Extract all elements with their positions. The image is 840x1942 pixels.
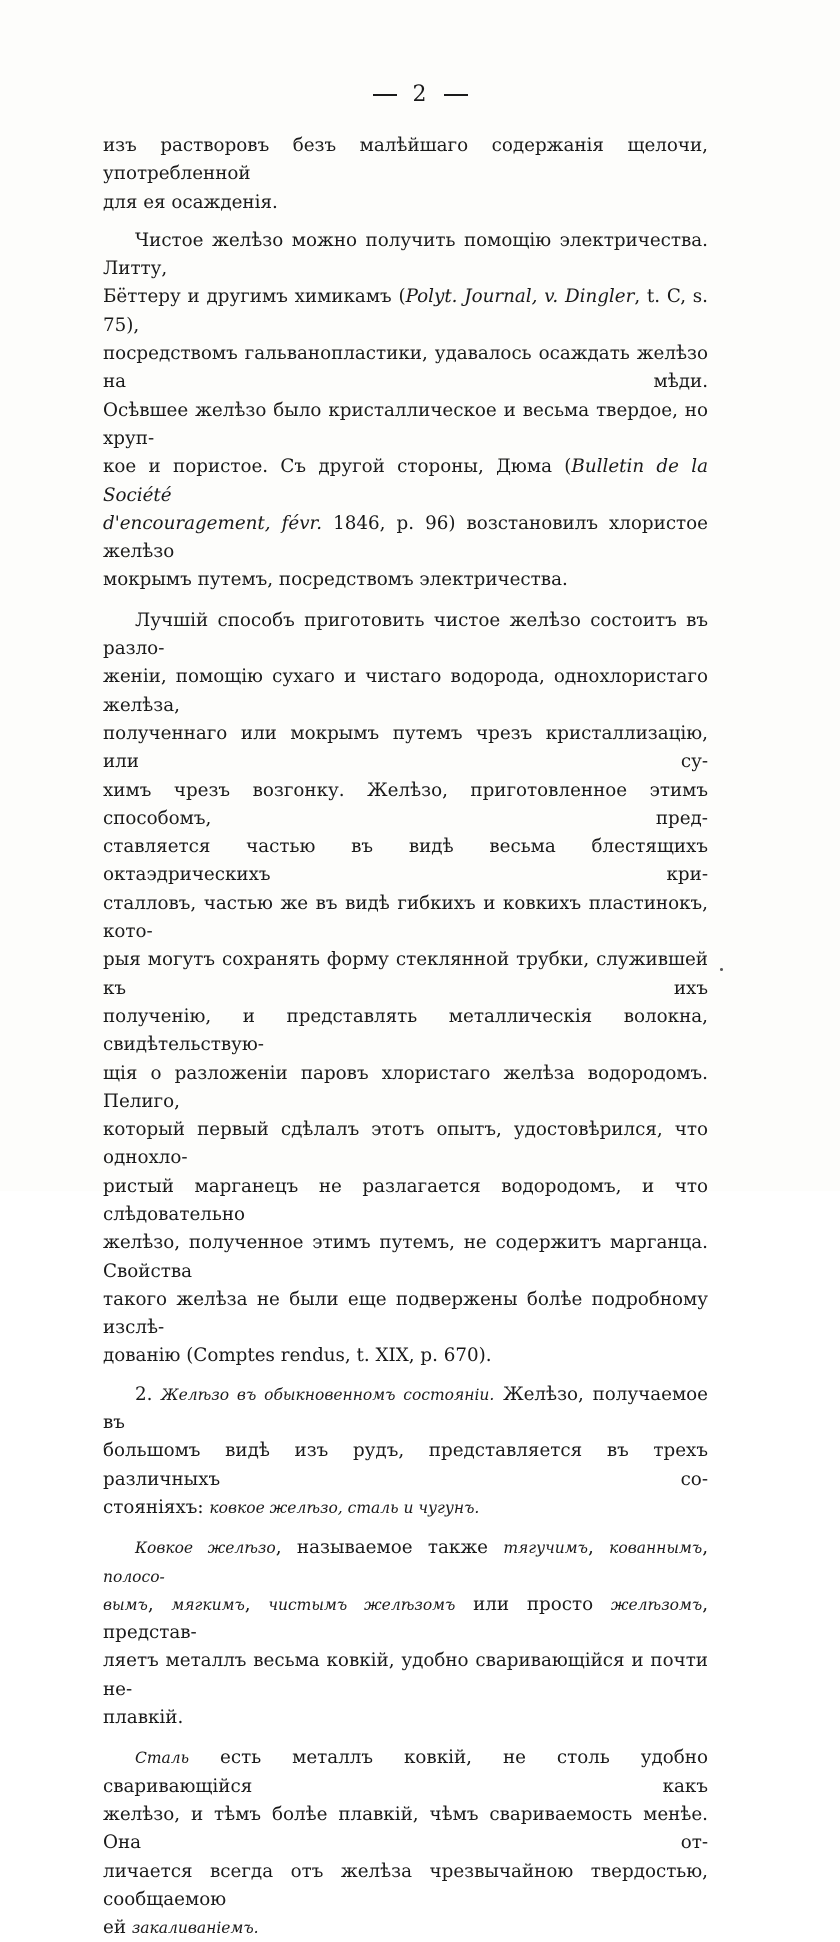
paragraph-continuation <box>103 132 708 217</box>
text-line: d'encouragement, févr. 1846, p. 96) возстановилъ хлористое желѣзо <box>103 512 708 563</box>
text-line: для ея осажденія. <box>103 191 278 213</box>
citation-bulletin-cont: d'encouragement, févr. <box>103 512 323 534</box>
text-line: дованію (Comptes rendus, t. XIX, p. 670). <box>103 1345 492 1367</box>
paragraph-best-method <box>103 607 708 1371</box>
iron-kinds: ковкое желѣзо, сталь и чугунъ. <box>209 1498 480 1517</box>
paragraph-electrolysis <box>103 227 708 595</box>
paragraph-steel <box>103 1744 708 1942</box>
paragraph-ordinary-iron <box>103 1381 708 1522</box>
text-line: ставляется частью въ видѣ весьма блестящихъ октаэдрическихъ кри- <box>103 836 708 886</box>
text-line: желѣзо, и тѣмъ болѣе плавкій, чѣмъ свариваемость менѣе. Она от- <box>103 1803 708 1854</box>
text-line: посредствомъ гальванопластики, удавалось осаждать желѣзо на мѣди. <box>103 343 708 393</box>
text-line: ей закаливаніемъ. <box>103 1917 259 1939</box>
text-line: Осѣвшее желѣзо было кристаллическое и весьма твердое, но хруп- <box>103 399 708 449</box>
text-line: щія о разложеніи паровъ хлористаго желѣза водородомъ. Пелиго, <box>103 1062 708 1112</box>
text-line: Чистое желѣзо можно получить помощію электричества. Литту, <box>103 229 708 280</box>
text-line: сталловъ, частью же въ видѣ гибкихъ и ковкихъ пластинокъ, кото- <box>103 892 708 943</box>
text-line: Сталь есть металлъ ковкій, не столь удобно сваривающійся какъ <box>103 1747 708 1797</box>
text-line: женіи, помощію сухаго и чистаго водорода, однохлористаго желѣза, <box>103 666 708 716</box>
text-line: полученнаго или мокрымъ путемъ чрезъ кристаллизацію, или су- <box>103 722 708 773</box>
text-line: такого желѣза не были еще подвержены болѣе подробному изслѣ- <box>103 1288 708 1339</box>
text-line: который первый сдѣлалъ этотъ опытъ, удостовѣрился, что однохло- <box>103 1119 708 1169</box>
citation-dingler: Polyt. Journal, v. Dingler <box>405 286 635 308</box>
text-line: Ковкое желѣзо, называемое также тягучимъ, кованнымъ, полосо- <box>103 1537 708 1586</box>
text-line: 2. Желѣзо въ обыкновенномъ состояніи. Желѣзо, получаемое въ <box>103 1383 708 1434</box>
term-wrought-iron: Ковкое желѣзо <box>135 1539 276 1558</box>
text-line: личается всегда отъ желѣза чрезвычайною твердостью, сообщаемою <box>103 1860 708 1910</box>
header-dash-left <box>373 94 397 96</box>
text-line: желѣзо, полученное этимъ путемъ, не содержитъ марганца. Свойства <box>103 1232 708 1282</box>
text-line: изъ растворовъ безъ малѣйшаго содержанія щелочи, употребленной <box>103 135 708 185</box>
page-number: 2 <box>412 82 428 107</box>
text-line: кое и пористое. Съ другой стороны, Дюма (Bulletin de la Société <box>103 456 708 506</box>
section-heading: Желѣзо въ обыкновенномъ состояніи. <box>161 1385 495 1404</box>
term-quenching: закаливаніемъ. <box>131 1919 259 1938</box>
citation-bulletin: Bulletin de la Société <box>103 456 708 506</box>
text-line: рыя могутъ сохранять форму стеклянной трубки, служившей къ ихъ <box>103 949 708 999</box>
text-line: полученію, и представлять металлическія волокна, свидѣтельствую- <box>103 1005 708 1056</box>
text-line: вымъ, мягкимъ, чистымъ желѣзомъ или просто желѣзомъ, представ- <box>103 1593 709 1644</box>
page-header <box>0 82 840 107</box>
term-steel: Сталь <box>135 1749 190 1768</box>
scan-speck <box>720 968 723 971</box>
text-line: Бёттеру и другимъ химикамъ (Polyt. Journal, v. Dingler, t. C, s. 75), <box>103 286 708 336</box>
text-line: плавкій. <box>103 1707 184 1729</box>
text-line: мокрымъ путемъ, посредствомъ электричества. <box>103 569 568 591</box>
text-line: Лучшій способъ приготовить чистое желѣзо состоитъ въ разло- <box>103 609 708 660</box>
text-line: ристый марганецъ не разлагается водородомъ, и что слѣдовательно <box>103 1175 708 1225</box>
text-line: стояніяхъ: ковкое желѣзо, сталь и чугунъ. <box>103 1496 480 1518</box>
text-line: химъ чрезъ возгонку. Желѣзо, приготовленное этимъ способомъ, пред- <box>103 779 708 829</box>
text-line: ляетъ металлъ весьма ковкій, удобно сваривающійся и почти не- <box>103 1650 708 1700</box>
header-dash-right <box>444 94 468 96</box>
text-line: большомъ видѣ изъ рудъ, представляется въ трехъ различныхъ со- <box>103 1440 708 1490</box>
paragraph-wrought-iron <box>103 1534 708 1732</box>
body-text <box>103 132 708 1942</box>
